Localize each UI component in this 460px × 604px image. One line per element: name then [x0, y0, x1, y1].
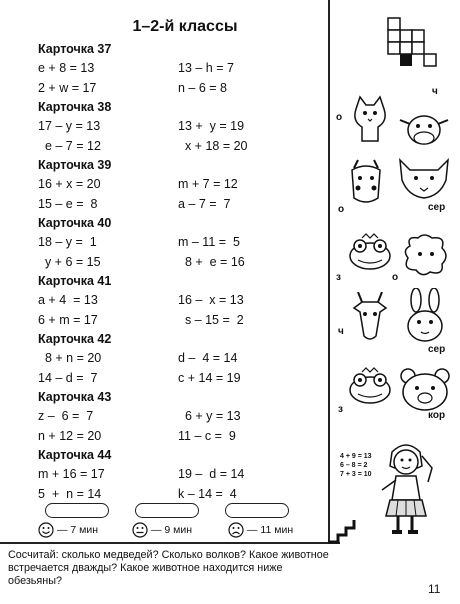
task-card: [38, 156, 298, 214]
equation: c + 14 = 19: [178, 371, 241, 385]
equation: 19 – d = 14: [178, 467, 245, 481]
timer-happy: [38, 522, 98, 538]
card-title: Карточка 37: [38, 42, 112, 56]
equation-row: [38, 194, 298, 214]
equation: 2 + w = 17: [38, 81, 97, 95]
equation-row: [38, 232, 298, 252]
equation: 11 – c = 9: [178, 429, 236, 443]
equation: m – 11 = 5: [178, 235, 240, 249]
task-card: [38, 40, 298, 98]
card-title: Карточка 40: [38, 216, 112, 230]
animal-puzzle-panel: [330, 0, 460, 542]
tag-label: о: [392, 272, 399, 283]
giraffe-icon: [344, 158, 390, 208]
equation: z – 6 = 7: [38, 409, 94, 423]
tag-label: о: [336, 112, 343, 123]
crescent-grid-icon: [348, 10, 458, 90]
equation: 8 + n = 20: [38, 351, 102, 365]
tag-label: з: [336, 272, 341, 283]
equation: 16 + x = 20: [38, 177, 101, 191]
sad-face-icon: [228, 522, 244, 538]
timer-label: — 9 мин: [151, 524, 193, 536]
task-card: [38, 98, 298, 156]
board-line: 6 – 8 = 2: [340, 462, 368, 469]
equation: 5 + n = 14: [38, 487, 102, 501]
neutral-face-icon: [132, 522, 148, 538]
happy-face-icon: [38, 522, 54, 538]
equation: a + 4 = 13: [38, 293, 98, 307]
equation-row: [38, 310, 298, 330]
bottom-divider: [0, 542, 340, 544]
equation: 16 – x = 13: [178, 293, 244, 307]
equation: 8 + e = 16: [178, 255, 245, 269]
task-card: [38, 446, 298, 504]
answer-oval-2[interactable]: [135, 503, 199, 518]
timer-label: — 11 мин: [247, 524, 294, 536]
cat-icon: [348, 95, 392, 145]
tag-label: ч: [432, 86, 438, 97]
equation: d – 4 = 14: [178, 351, 238, 365]
task-cards: [38, 40, 298, 504]
task-card: [38, 214, 298, 272]
equation: 6 + m = 17: [38, 313, 98, 327]
timer-label: — 7 мин: [57, 524, 99, 536]
girl-icon: [372, 438, 442, 538]
card-title: Карточка 39: [38, 158, 112, 172]
equation: 18 – y = 1: [38, 235, 97, 249]
equation-row: [38, 290, 298, 310]
task-card: [38, 388, 298, 446]
equation: 13 + y = 19: [178, 119, 245, 133]
rabbit-icon: [402, 288, 448, 344]
equation: s – 15 = 2: [178, 313, 244, 327]
equation: n + 12 = 20: [38, 429, 102, 443]
card-title: Карточка 41: [38, 274, 112, 288]
equation-row: [38, 484, 298, 504]
sheep-icon: [400, 232, 452, 278]
tag-label: о: [338, 204, 345, 215]
answer-oval-1[interactable]: [45, 503, 109, 518]
board-line: 7 + 3 = 10: [340, 471, 372, 478]
task-card: [38, 330, 298, 388]
equation: m + 7 = 12: [178, 177, 238, 191]
equation: n – 6 = 8: [178, 81, 227, 95]
equation: a – 7 = 7: [178, 197, 231, 211]
equation-row: [38, 368, 298, 388]
equation-row: [38, 406, 298, 426]
page-title: 1–2-й классы: [132, 18, 238, 35]
frog-icon: [346, 366, 394, 406]
equation: m + 16 = 17: [38, 467, 105, 481]
equation-row: [38, 464, 298, 484]
timer-sad: [228, 522, 293, 538]
equation: 14 – d = 7: [38, 371, 98, 385]
equation-row: [38, 252, 298, 272]
equation: y + 6 = 15: [38, 255, 101, 269]
equation-row: [38, 58, 298, 78]
equation: k – 14 = 4: [178, 487, 237, 501]
equation-row: [38, 78, 298, 98]
equation: e + 8 = 13: [38, 61, 95, 75]
answer-oval-3[interactable]: [225, 503, 289, 518]
equation: 17 – y = 13: [38, 119, 101, 133]
card-title: Карточка 38: [38, 100, 112, 114]
equation-row: [38, 348, 298, 368]
equation: 13 – h = 7: [178, 61, 234, 75]
task-card: [38, 272, 298, 330]
bear-icon: [398, 366, 452, 412]
equation-row: [38, 426, 298, 446]
goat-icon: [350, 292, 390, 344]
page-number: 11: [428, 582, 441, 596]
equation: 6 + y = 13: [178, 409, 241, 423]
tag-label: ч: [338, 326, 344, 337]
equation-row: [38, 174, 298, 194]
girl-board: [340, 452, 372, 479]
equation-row: [38, 136, 298, 156]
card-title: Карточка 43: [38, 390, 112, 404]
tag-label: кор: [428, 410, 446, 421]
cow-icon: [396, 112, 452, 150]
wolf-icon: [394, 158, 454, 200]
card-title: Карточка 42: [38, 332, 112, 346]
tag-label: сер: [428, 344, 446, 355]
timer-neutral: [132, 522, 192, 538]
equation: 15 – e = 8: [38, 197, 98, 211]
tag-label: сер: [428, 202, 446, 213]
card-title: Карточка 44: [38, 448, 112, 462]
equation: e – 7 = 12: [38, 139, 101, 153]
frog-icon: [346, 232, 394, 272]
question-text: Сосчитай: сколько медведей? Сколько волков? Какое животное встречается дважды? Какое животное находится ниже обезьяны?: [8, 549, 329, 587]
tag-label: з: [338, 404, 343, 415]
board-line: 4 + 9 = 13: [340, 453, 372, 460]
equation-row: [38, 116, 298, 136]
equation: x + 18 = 20: [178, 139, 248, 153]
